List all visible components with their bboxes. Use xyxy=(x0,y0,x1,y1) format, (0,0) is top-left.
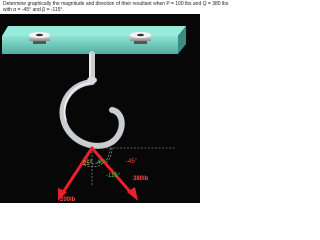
force-p-label: 200lb xyxy=(60,197,76,203)
force-vectors xyxy=(58,148,138,201)
angle-beta-label: -115° xyxy=(106,173,120,179)
force-q-arrow xyxy=(92,148,132,194)
force-q-label: 380lb xyxy=(133,176,149,182)
problem-line-1: Determine graphically the magnitude and direction of their resultant when P = 100 lbs and Q = 380 lbs xyxy=(3,1,229,7)
problem-statement xyxy=(3,1,229,14)
angle-40-label: 40° xyxy=(97,160,107,166)
force-p-arrow xyxy=(62,148,92,194)
hook-icon xyxy=(62,54,121,146)
hook-figure xyxy=(0,14,200,203)
angle-25-label: 25° xyxy=(83,161,93,167)
hook-diagram xyxy=(0,14,200,203)
problem-line-2: with α = -45° and β = -115°. xyxy=(3,7,64,14)
angle-alpha-label: -45° xyxy=(126,159,138,165)
